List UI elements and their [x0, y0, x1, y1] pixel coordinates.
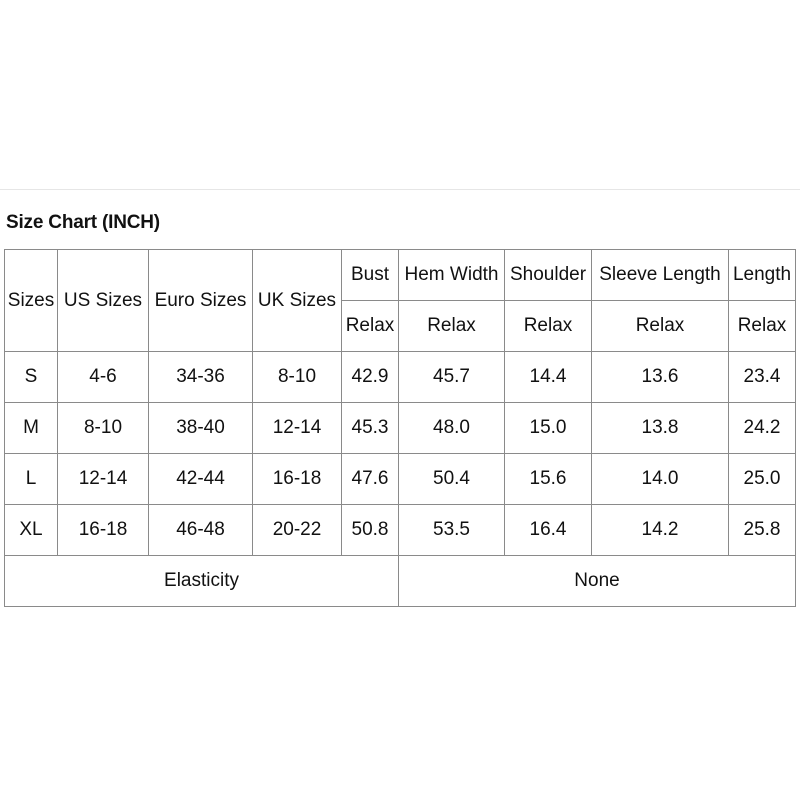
size-cell: M	[5, 403, 58, 454]
elasticity-value: None	[399, 556, 796, 607]
bust-cell: 50.8	[342, 505, 399, 556]
size-cell: S	[5, 352, 58, 403]
uk-size-cell: 20-22	[253, 505, 342, 556]
bust-cell: 42.9	[342, 352, 399, 403]
size-chart-table	[4, 249, 796, 607]
bust-cell: 47.6	[342, 454, 399, 505]
euro-size-cell: 46-48	[149, 505, 253, 556]
length-cell: 25.8	[729, 505, 796, 556]
sleeve-length-cell: 14.2	[592, 505, 729, 556]
relax-shoulder: Relax	[505, 301, 592, 352]
table-row	[5, 352, 796, 403]
sleeve-length-cell: 13.6	[592, 352, 729, 403]
table-row	[5, 454, 796, 505]
uk-size-cell: 8-10	[253, 352, 342, 403]
header-uk-sizes: UK Sizes	[253, 250, 342, 352]
euro-size-cell: 38-40	[149, 403, 253, 454]
uk-size-cell: 12-14	[253, 403, 342, 454]
us-size-cell: 4-6	[58, 352, 149, 403]
sleeve-length-cell: 14.0	[592, 454, 729, 505]
header-us-sizes: US Sizes	[58, 250, 149, 352]
shoulder-cell: 14.4	[505, 352, 592, 403]
header-bust: Bust	[342, 250, 399, 301]
top-divider	[0, 189, 800, 190]
elasticity-label: Elasticity	[5, 556, 399, 607]
size-chart-title: Size Chart (INCH)	[6, 212, 160, 233]
header-shoulder: Shoulder	[505, 250, 592, 301]
euro-size-cell: 42-44	[149, 454, 253, 505]
us-size-cell: 16-18	[58, 505, 149, 556]
relax-bust: Relax	[342, 301, 399, 352]
length-cell: 25.0	[729, 454, 796, 505]
bust-cell: 45.3	[342, 403, 399, 454]
hem-width-cell: 45.7	[399, 352, 505, 403]
table-row	[5, 403, 796, 454]
header-euro-sizes: Euro Sizes	[149, 250, 253, 352]
hem-width-cell: 50.4	[399, 454, 505, 505]
hem-width-cell: 48.0	[399, 403, 505, 454]
shoulder-cell: 16.4	[505, 505, 592, 556]
shoulder-cell: 15.0	[505, 403, 592, 454]
header-sleeve-length: Sleeve Length	[592, 250, 729, 301]
header-hem-width: Hem Width	[399, 250, 505, 301]
relax-sleeve-length: Relax	[592, 301, 729, 352]
relax-length: Relax	[729, 301, 796, 352]
sleeve-length-cell: 13.8	[592, 403, 729, 454]
length-cell: 24.2	[729, 403, 796, 454]
relax-hem-width: Relax	[399, 301, 505, 352]
hem-width-cell: 53.5	[399, 505, 505, 556]
us-size-cell: 8-10	[58, 403, 149, 454]
elasticity-row	[5, 556, 796, 607]
us-size-cell: 12-14	[58, 454, 149, 505]
header-sizes: Sizes	[5, 250, 58, 352]
size-cell: XL	[5, 505, 58, 556]
size-cell: L	[5, 454, 58, 505]
shoulder-cell: 15.6	[505, 454, 592, 505]
euro-size-cell: 34-36	[149, 352, 253, 403]
header-row	[5, 250, 796, 301]
header-length: Length	[729, 250, 796, 301]
uk-size-cell: 16-18	[253, 454, 342, 505]
length-cell: 23.4	[729, 352, 796, 403]
table-row	[5, 505, 796, 556]
